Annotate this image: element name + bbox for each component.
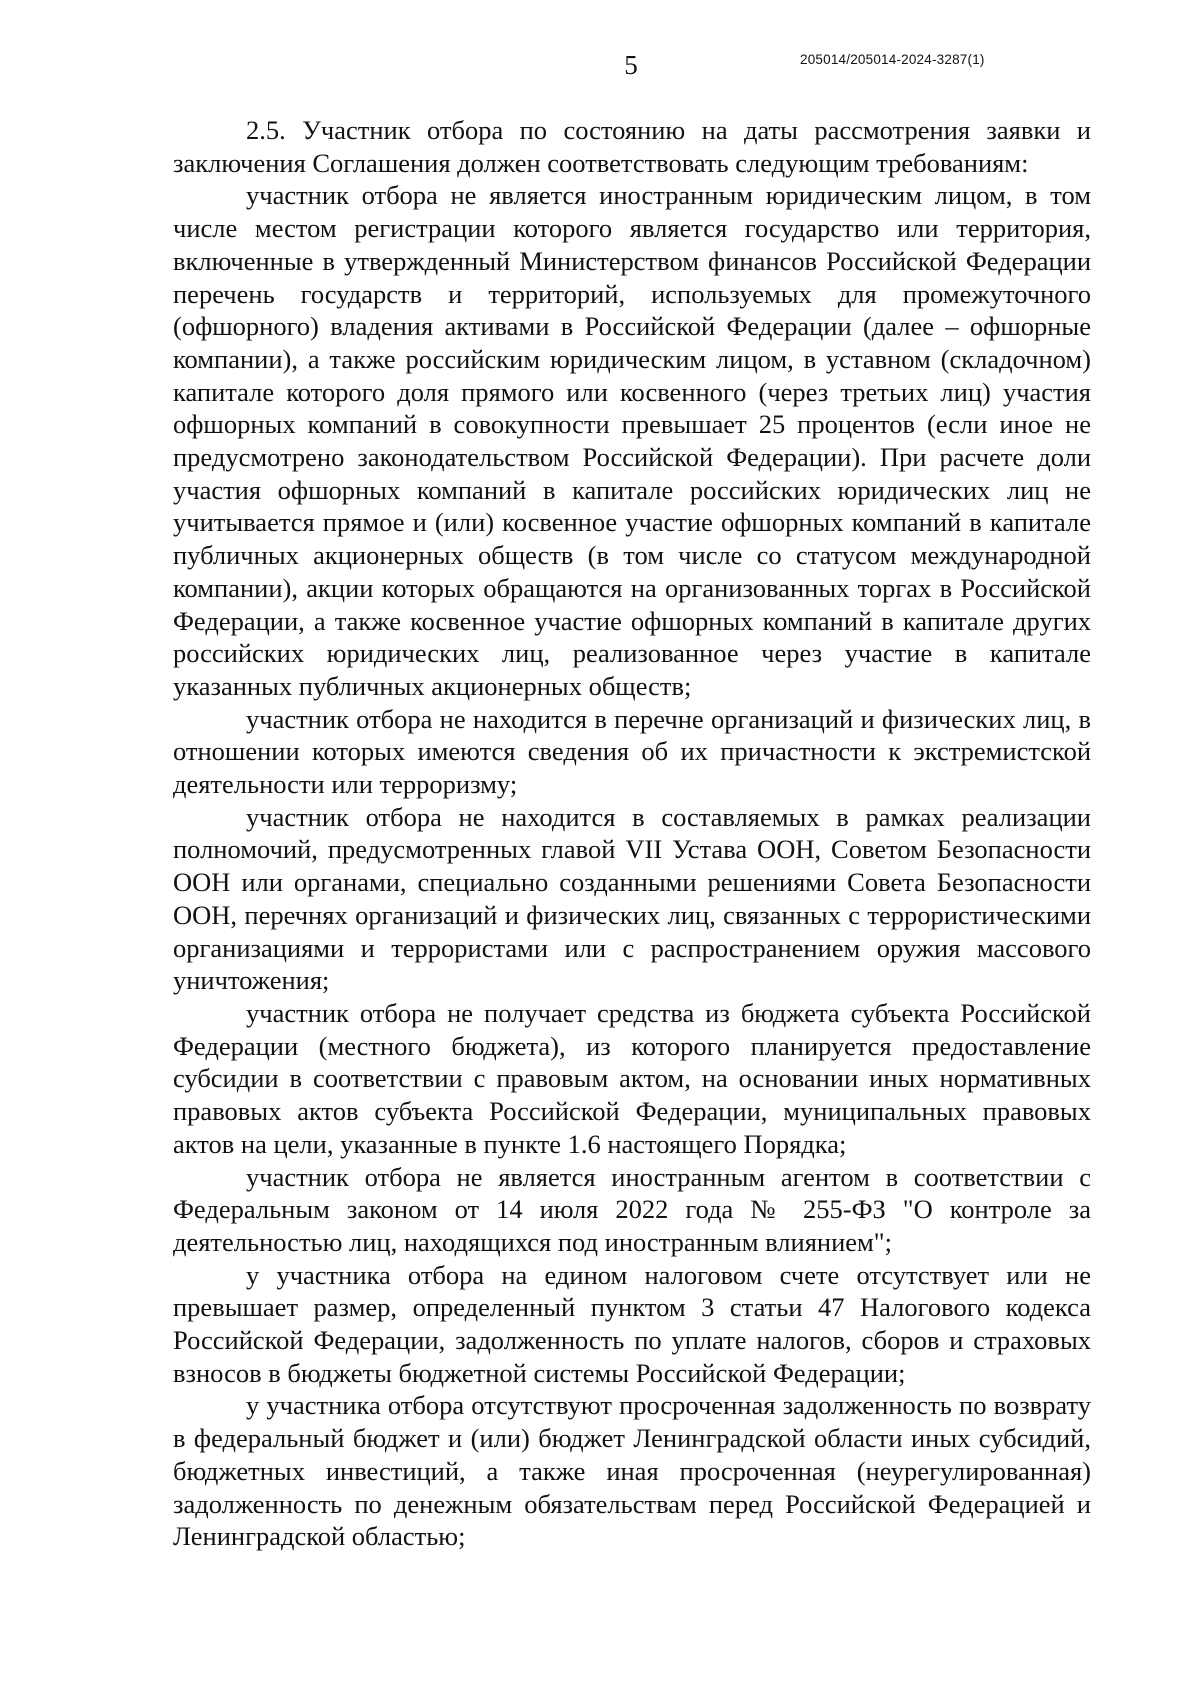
page-number: 5: [624, 50, 638, 80]
paragraph-offshore-requirement: участник отбора не является иностранным юридическим лицом, в том числе местом регистрации которого является государство или территория, включенные в утвержденный Министерством финансов Российской Федерации перечень государств и территорий, используемых для промежуточного (офшорного) владения активами в Российской Федерации (далее – офшорные компании), а также российским юридическим лицом, в уставном (складочном) капитале которого доля прямого или косвенного (через третьих лиц) участия офшорных компаний в совокупности превышает 25 процентов (если иное не предусмотрено законодательством Российской Федерации). При расчете доли участия офшорных компаний в капитале российских юридических лиц не учитывается прямое и (или) косвенное участие офшорных компаний в капитале публичных акционерных обществ (в том числе со статусом международной компании), акции которых обращаются на организованных торгах в Российской Федерации, а также косвенное участие офшорных компаний в капитале других российских юридических лиц, реализованное через участие в капитале указанных публичных акционерных обществ;: [173, 180, 1091, 701]
document-id: 205014/205014-2024-3287(1): [800, 52, 985, 67]
paragraph-overdue-debt-requirement: у участника отбора отсутствуют просроченная задолженность по возврату в федеральный бюджет и (или) бюджет Ленинградской области иных субсидий, бюджетных инвестиций, а также иная просроченная (неурегулированная) задолженность по денежным обязательствам перед Российской Федерацией и Ленинградской областью;: [173, 1390, 1091, 1552]
document-body: [173, 114, 1091, 1553]
paragraph-extremism-requirement: участник отбора не находится в перечне организаций и физических лиц, в отношении которых имеются сведения об их причастности к экстремистской деятельности или терроризму;: [173, 703, 1091, 800]
paragraph-tax-debt-requirement: у участника отбора на едином налоговом счете отсутствует или не превышает размер, определенный пунктом 3 статьи 47 Налогового кодекса Российской Федерации, задолженность по уплате налогов, сборов и страховых взносов в бюджеты бюджетной системы Российской Федерации;: [173, 1259, 1091, 1388]
paragraph-budget-funds-requirement: участник отбора не получает средства из бюджета субъекта Российской Федерации (местного бюджета), из которого планируется предоставление субсидии в соответствии с правовым актом, на основании иных нормативных правовых актов субъекта Российской Федерации, муниципальных правовых актов на цели, указанные в пункте 1.6 настоящего Порядка;: [173, 997, 1091, 1159]
paragraph-foreign-agent-requirement: участник отбора не является иностранным агентом в соответствии с Федеральным законом от 14 июля 2022 года № 255-ФЗ "О контроле за деятельностью лиц, находящихся под иностранным влиянием";: [173, 1161, 1091, 1257]
paragraph-2-5-intro: 2.5. Участник отбора по состоянию на даты рассмотрения заявки и заключения Соглашения должен соответствовать следующим требованиям:: [173, 115, 1091, 178]
paragraph-un-sanctions-requirement: участник отбора не находится в составляемых в рамках реализации полномочий, предусмотренных главой VII Устава ООН, Советом Безопасности ООН или органами, специально созданными решениями Совета Безопасности ООН, перечнях организаций и физических лиц, связанных с террористическими организациями и террористами или с распространением оружия массового уничтожения;: [173, 801, 1091, 996]
